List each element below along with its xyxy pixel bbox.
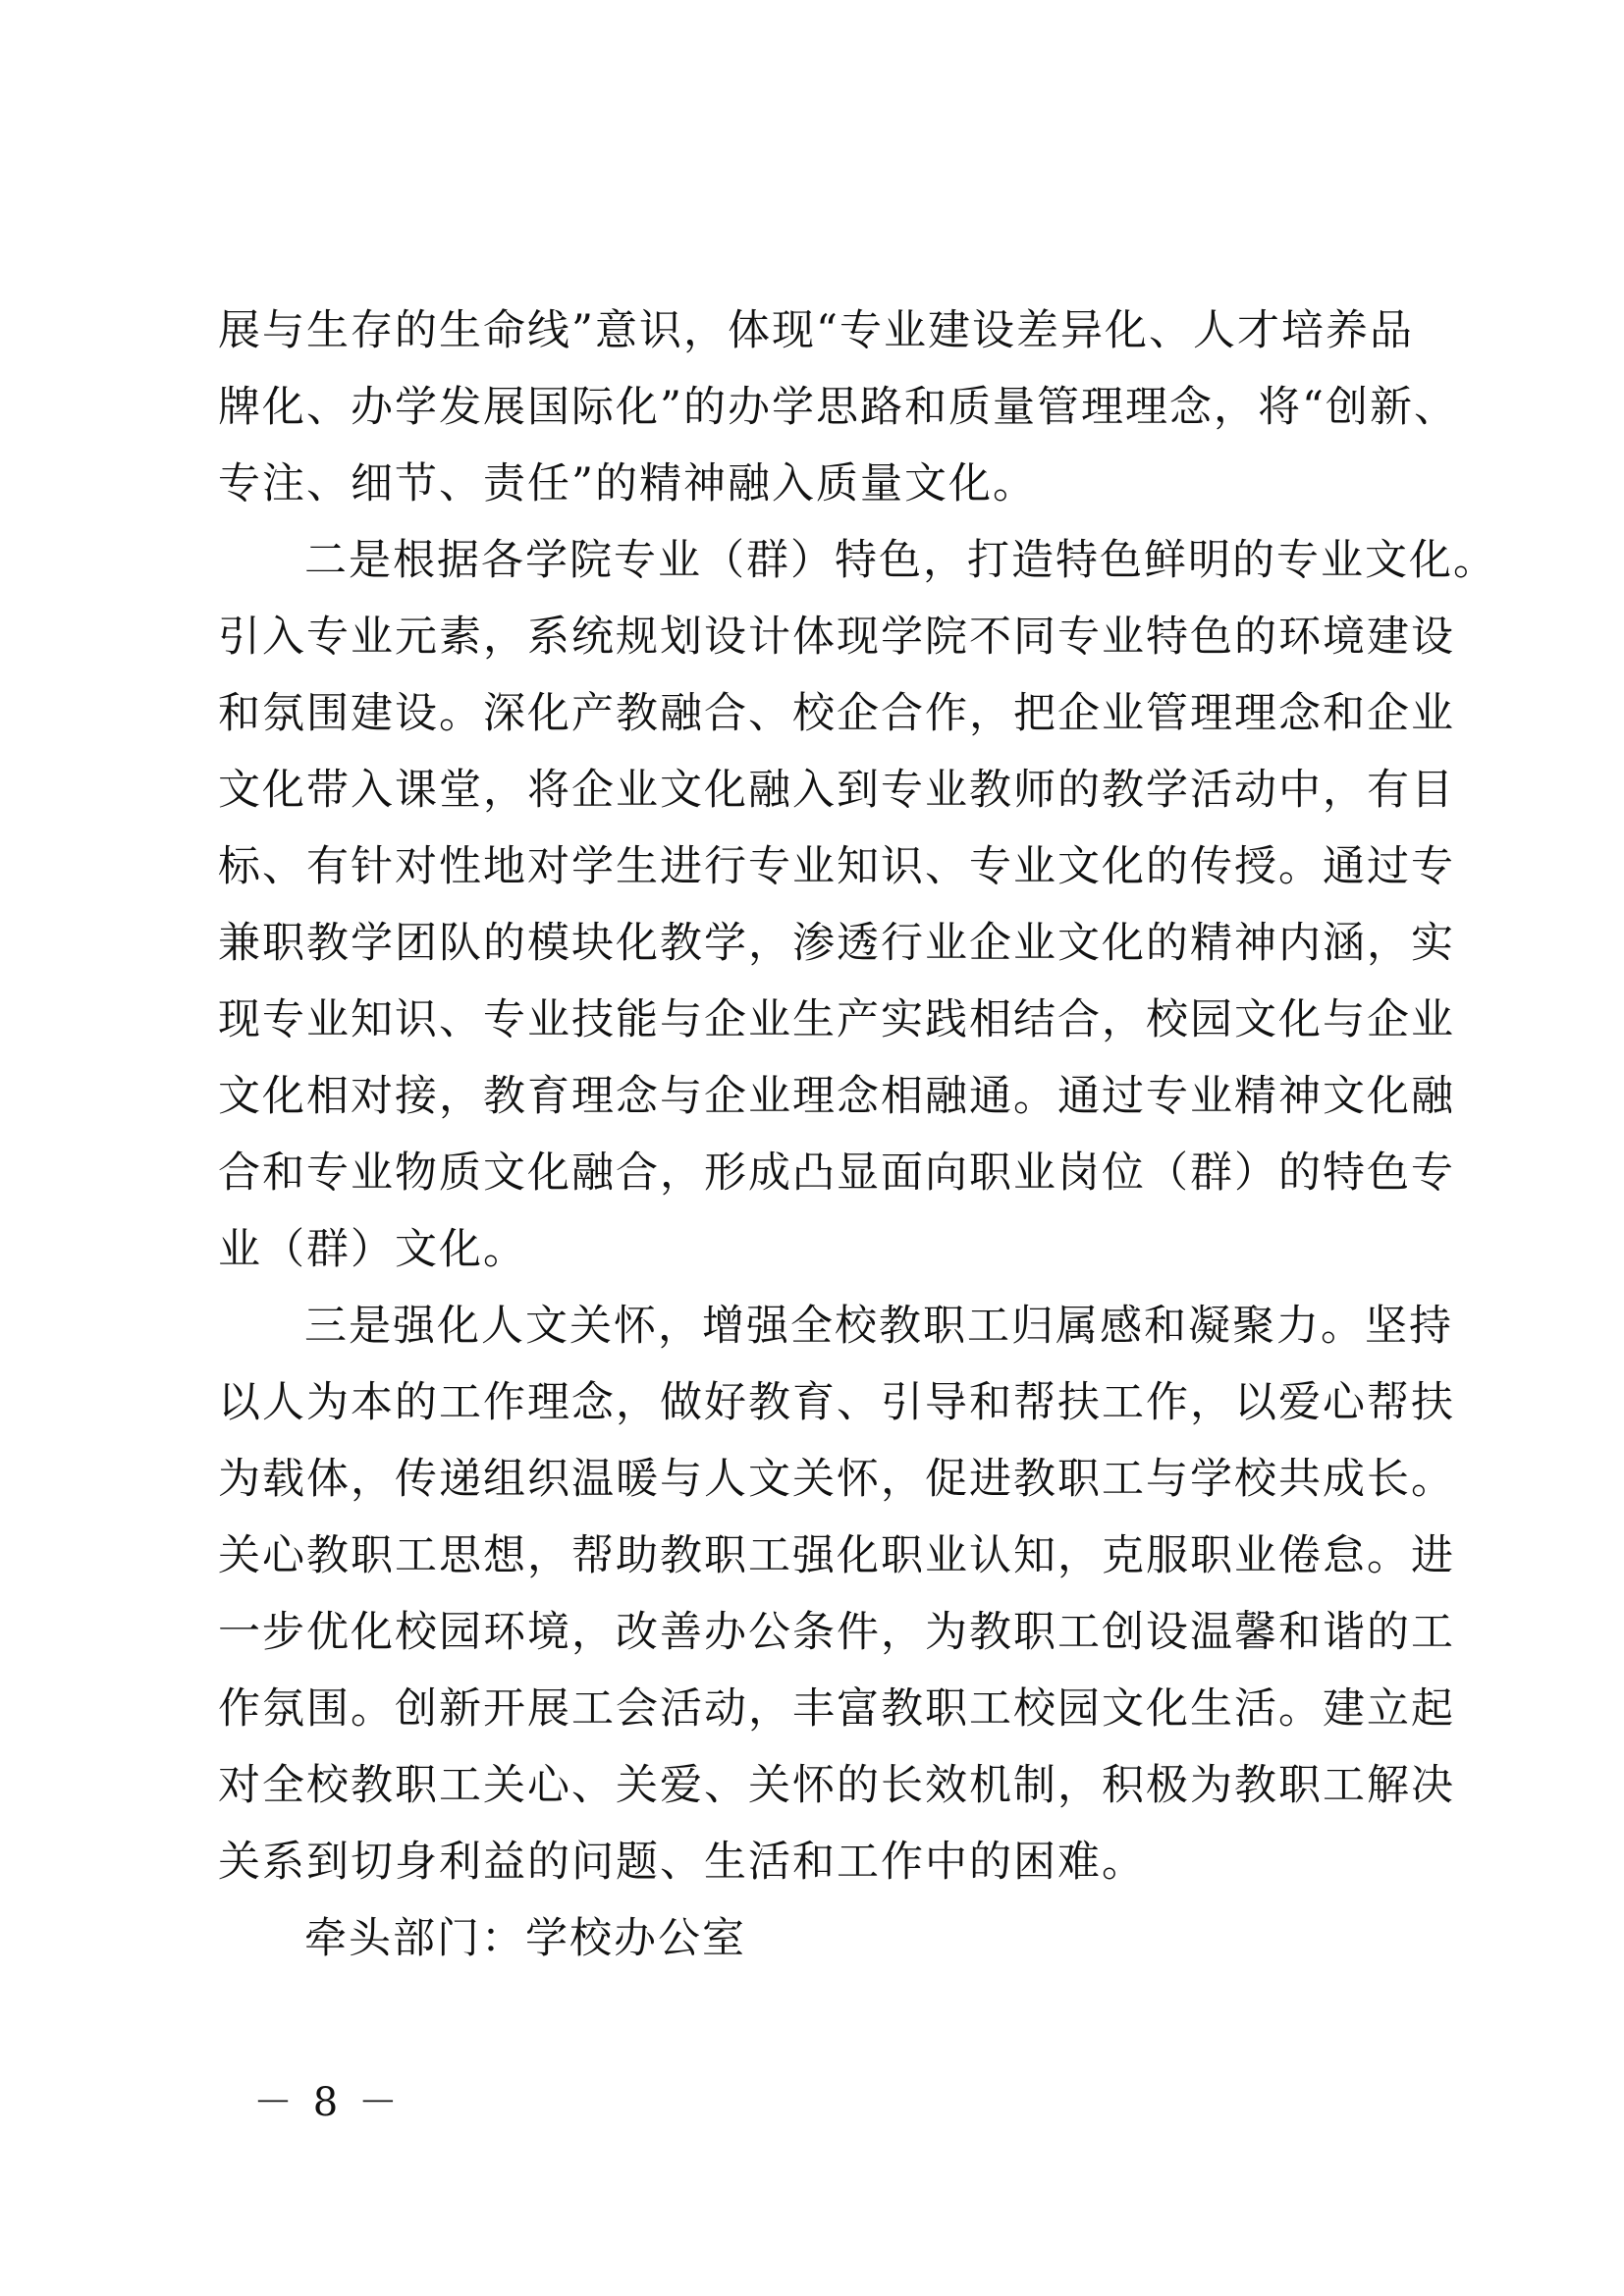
text-line-13: 业（群）文化。 (218, 1225, 527, 1274)
body-text (218, 293, 1497, 1977)
text-line-8: 标、有针对性地对学生进行专业知识、专业文化的传授。通过专 (218, 842, 1455, 891)
text-line-2: 牌化、办学发展国际化”的办学思路和质量管理理念，将“创新、 (218, 383, 1458, 432)
text-line-1: 展与生存的生命线”意识，体现“专业建设差异化、人才培养品 (218, 306, 1414, 355)
text-line-20: 对全校教职工关心、关爱、关怀的长效机制，积极为教职工解决 (218, 1761, 1455, 1810)
text-line-14: 三是强化人文关怀，增强全校教职工归属感和凝聚力。坚持 (304, 1302, 1453, 1351)
text-line-21: 关系到切身利益的问题、生活和工作中的困难。 (218, 1838, 1146, 1887)
text-line-10: 现专业知识、专业技能与企业生产实践相结合，校园文化与企业 (218, 995, 1455, 1044)
text-line-18: 一步优化校园环境，改善办公条件，为教职工创设温馨和谐的工 (218, 1608, 1455, 1657)
text-line-5: 引入专业元素，系统规划设计体现学院不同专业特色的环境建设 (218, 613, 1455, 662)
text-line-9: 兼职教学团队的模块化教学，渗透行业企业文化的精神内涵，实 (218, 919, 1455, 968)
text-line-7: 文化带入课堂，将企业文化融入到专业教师的教学活动中，有目 (218, 766, 1455, 815)
text-line-16: 为载体，传递组织温暖与人文关怀，促进教职工与学校共成长。 (218, 1455, 1455, 1504)
page-number: － 8 － (253, 2080, 402, 2125)
text-line-6: 和氛围建设。深化产教融合、校企合作，把企业管理理念和企业 (218, 689, 1455, 738)
text-line-19: 作氛围。创新开展工会活动，丰富教职工校园文化生活。建立起 (218, 1684, 1455, 1734)
text-line-15: 以人为本的工作理念，做好教育、引导和帮扶工作，以爱心帮扶 (218, 1378, 1455, 1427)
text-line-17: 关心教职工思想，帮助教职工强化职业认知，克服职业倦怠。进 (218, 1531, 1455, 1580)
text-line-3: 专注、细节、责任”的精神融入质量文化。 (218, 459, 1037, 508)
text-line-11: 文化相对接，教育理念与企业理念相融通。通过专业精神文化融 (218, 1072, 1455, 1121)
text-line-12: 合和专业物质文化融合，形成凸显面向职业岗位（群）的特色专 (218, 1148, 1455, 1198)
text-line-4: 二是根据各学院专业（群）特色，打造特色鲜明的专业文化。 (304, 536, 1497, 585)
lead-department-line: 牵头部门：学校办公室 (304, 1914, 746, 1963)
